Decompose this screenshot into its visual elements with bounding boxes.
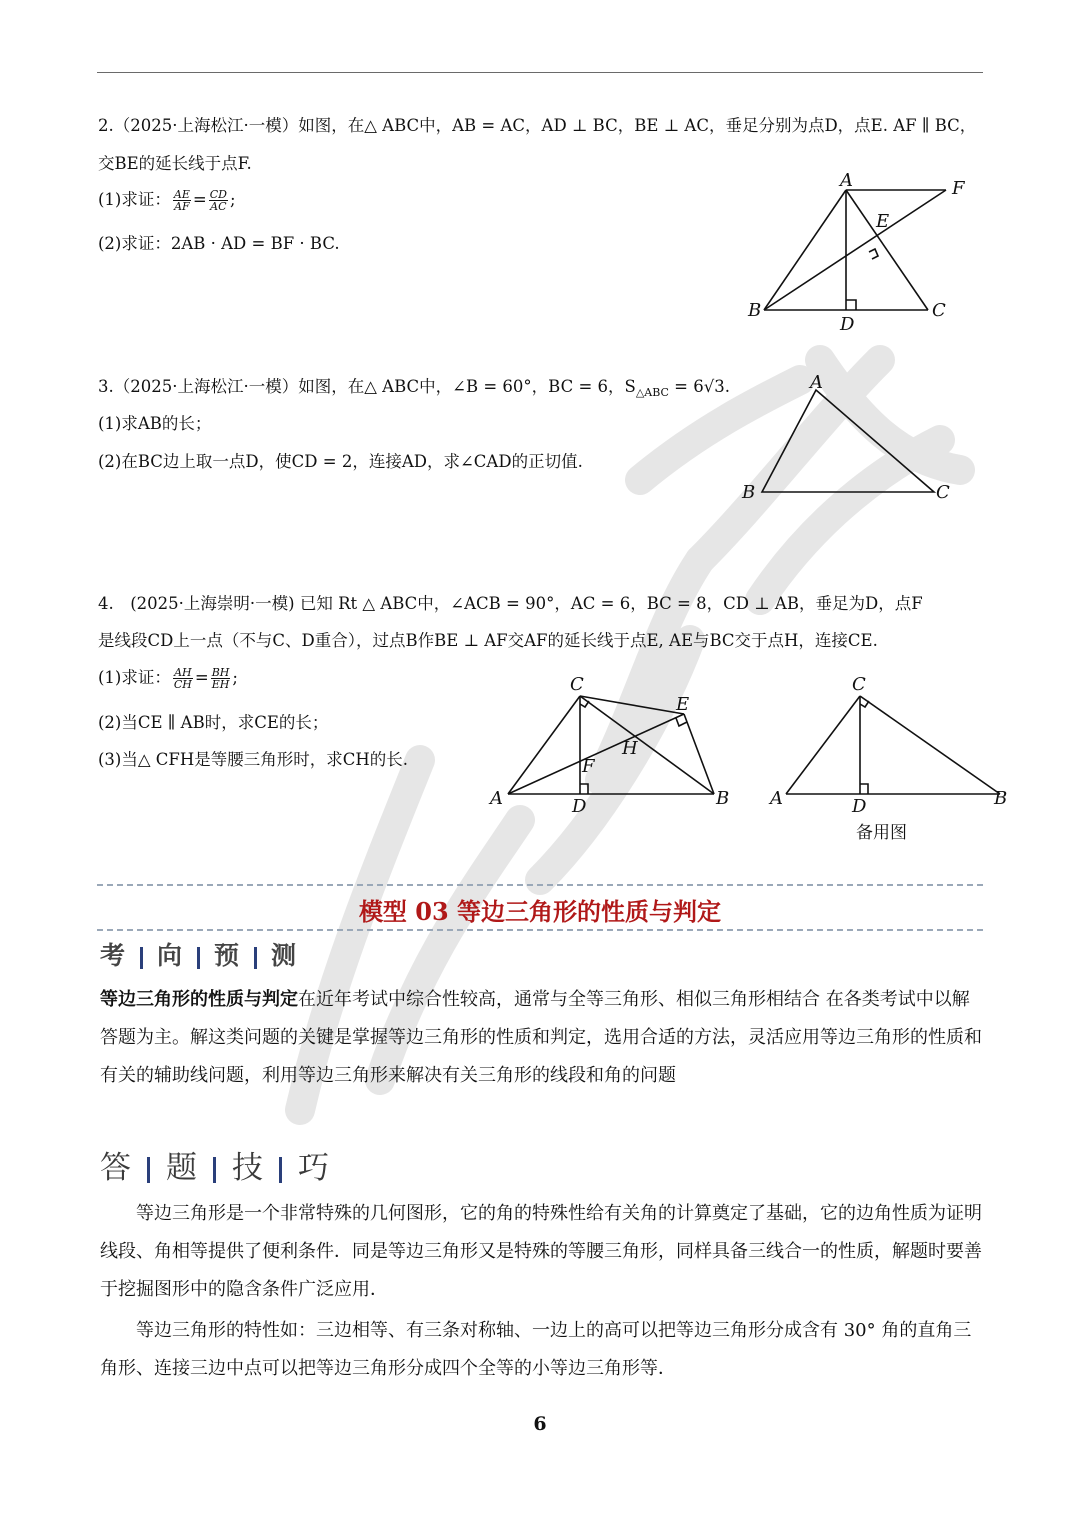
q3-line1-suffix: = 6√3. [668, 377, 731, 396]
q4-label-e: E [676, 694, 690, 715]
q4b-right-angle-c [860, 701, 869, 707]
q4b-label-c: C [852, 674, 866, 695]
q4-part3: (3)当△ CFH是等腰三角形时，求CH的长. [98, 750, 409, 769]
q4-frac2-den: EH [211, 678, 230, 691]
tips-heading-char-3: 技 [232, 1150, 263, 1186]
q2-figure [740, 170, 980, 340]
q3-triangle-abc [762, 390, 934, 492]
q3-line1-prefix: 3.（2025·上海松江·一模）如图，在△ ABC中，∠B = 60°，BC = 6，S [98, 377, 636, 396]
q4-frac1-num: AH [174, 666, 192, 679]
tips-heading-char-1: 答 [100, 1150, 131, 1186]
tips-heading-char-2: 题 [166, 1150, 197, 1186]
trend-heading-char-3: 预 [214, 941, 241, 970]
trend-heading-char-1: 考 [100, 941, 127, 970]
tips-paragraph-1: 等边三角形是一个非常特殊的几何图形，它的角的特殊性给有关角的计算奠定了基础，它的边角性质为证明线段、角相等提供了便利条件．同是等边三角形又是特殊的等腰三角形，同样具备三线合一的性质，解题时要善于挖掘图形中的隐含条件广泛应用． [100, 1203, 982, 1300]
q4-figure-main [486, 670, 736, 820]
q2-right-angle-d [846, 300, 856, 310]
heading-separator [147, 1157, 150, 1183]
q2-part1 [98, 186, 236, 212]
q2-line1: 2.（2025·上海松江·一模）如图，在△ ABC中，AB = AC，AD ⊥ BC，BE ⊥ AC，垂足分别为点D，点E. AF ∥ BC， [98, 116, 977, 135]
section-tips-heading [100, 1142, 329, 1187]
heading-separator [254, 947, 257, 969]
q2-label-f: F [952, 178, 965, 199]
heading-separator [279, 1157, 282, 1183]
q4b-seg-cb [860, 696, 1000, 794]
q4-seg-ce [580, 696, 684, 714]
q2-seg-ab [764, 190, 846, 310]
heading-separator [197, 947, 200, 969]
q4-figure-backup [766, 670, 1016, 850]
q4-seg-ac [508, 696, 580, 794]
section-trend-paragraph [100, 981, 984, 1095]
q3-label-b: B [742, 482, 756, 503]
q4-seg-eb [684, 714, 714, 794]
q4-label-f: F [582, 756, 595, 777]
trend-heading-char-2: 向 [157, 941, 184, 970]
q4b-right-angle-d [860, 784, 868, 794]
page-number: 6 [533, 1413, 547, 1435]
q2-part1-prefix: (1)求证： [98, 190, 171, 209]
q2-frac1-num: AE [173, 188, 190, 201]
q4b-label-b: B [994, 788, 1008, 809]
heading-separator [140, 947, 143, 969]
header-rule [97, 72, 983, 73]
q3-area-subscript: △ABC [635, 386, 669, 399]
q4-frac2-num: BH [211, 666, 230, 679]
q4-part2: (2)当CE ∥ AB时，求CE的长； [98, 713, 329, 732]
q4-part1-prefix: (1)求证： [98, 668, 171, 687]
q4-frac2 [211, 667, 231, 690]
q4-right-angle-d [580, 784, 588, 794]
trend-bold-lead: 等边三角形的性质与判定 [100, 989, 298, 1010]
trend-heading-char-4: 测 [271, 941, 298, 970]
q3-figure [738, 372, 958, 512]
q4-label-d: D [572, 796, 587, 817]
q4-line1: 4. (2025·上海崇明·一模) 已知 Rt △ ABC中，∠ACB = 90°，AC = 6，BC = 8，CD ⊥ AB，垂足为D，点F [98, 594, 923, 613]
q3-label-c: C [936, 482, 950, 503]
q4-frac1 [173, 667, 193, 690]
q2-part2: (2)求证：2AB · AD = BF · BC. [98, 234, 340, 253]
tips-paragraph-2: 等边三角形的特性如：三边相等、有三条对称轴、一边上的高可以把等边三角形分成含有 30° 角的直角三角形、连接三边中点可以把等边三角形分成四个全等的小等边三角形等． [100, 1320, 972, 1379]
q4-eq: = [194, 668, 209, 687]
q2-right-angle-e [869, 249, 878, 259]
model-rule-top [97, 884, 983, 886]
q4b-label-a: A [770, 788, 783, 809]
q3-part2: (2)在BC边上取一点D，使CD = 2，连接AD，求∠CAD的正切值. [98, 452, 583, 471]
q4b-caption: 备用图 [856, 823, 907, 843]
q4-part1 [98, 664, 238, 690]
q2-label-d: D [840, 314, 855, 335]
q2-label-b: B [748, 300, 762, 321]
tips-heading-char-4: 巧 [298, 1150, 329, 1186]
q2-label-a: A [840, 170, 853, 191]
q4-seg-cb [580, 696, 714, 794]
q4b-seg-ac [786, 696, 860, 794]
q2-frac2-num: CD [209, 188, 227, 201]
q4-seg-ae [508, 714, 684, 794]
q4-label-a: A [490, 788, 503, 809]
q4-label-b: B [716, 788, 730, 809]
q4-right-angle-c [580, 701, 589, 707]
q2-eq: = [192, 190, 207, 209]
q3-label-a: A [810, 372, 823, 393]
q2-label-e: E [876, 211, 890, 232]
q3-line1 [98, 373, 730, 399]
q3-part1: (1)求AB的长； [98, 414, 212, 433]
q2-part1-suffix: ; [229, 190, 236, 209]
q4-frac1-den: CH [173, 678, 192, 691]
q4b-label-d: D [852, 796, 867, 817]
q2-label-c: C [932, 300, 946, 321]
trend-text: 在近年考试中综合性较高，通常与全等三角形、相似三角形相结合 在各类考试中以解答题为主。解这类问题的关键是掌握等边三角形的性质和判定，选用合适的方法，灵活应用等边三角形的性质和有关的辅助线问题，利用等边三角形来解决有关三角形的线段和角的问题 [100, 989, 982, 1086]
q4-label-h: H [622, 738, 638, 759]
q2-line2: 交BE的延长线于点F. [98, 154, 252, 173]
q2-frac2 [209, 189, 228, 212]
model-rule-bottom [97, 929, 983, 931]
q2-seg-ac [846, 190, 928, 310]
heading-separator [213, 1157, 216, 1183]
q4-part1-suffix: ; [232, 668, 238, 687]
q2-seg-bf [764, 190, 946, 310]
section-trend-heading [100, 936, 297, 972]
q2-frac1-den: AF [174, 200, 190, 213]
q2-frac2-den: AC [210, 200, 227, 213]
q4-line2: 是线段CD上一点（不与C、D重合），过点B作BE ⊥ AF交AF的延长线于点E, AE与BC交于点H，连接CE. [98, 631, 878, 650]
q2-frac1 [173, 189, 191, 212]
q4-label-c: C [570, 674, 584, 695]
model-title: 模型 03 等边三角形的性质与判定 [358, 897, 722, 926]
